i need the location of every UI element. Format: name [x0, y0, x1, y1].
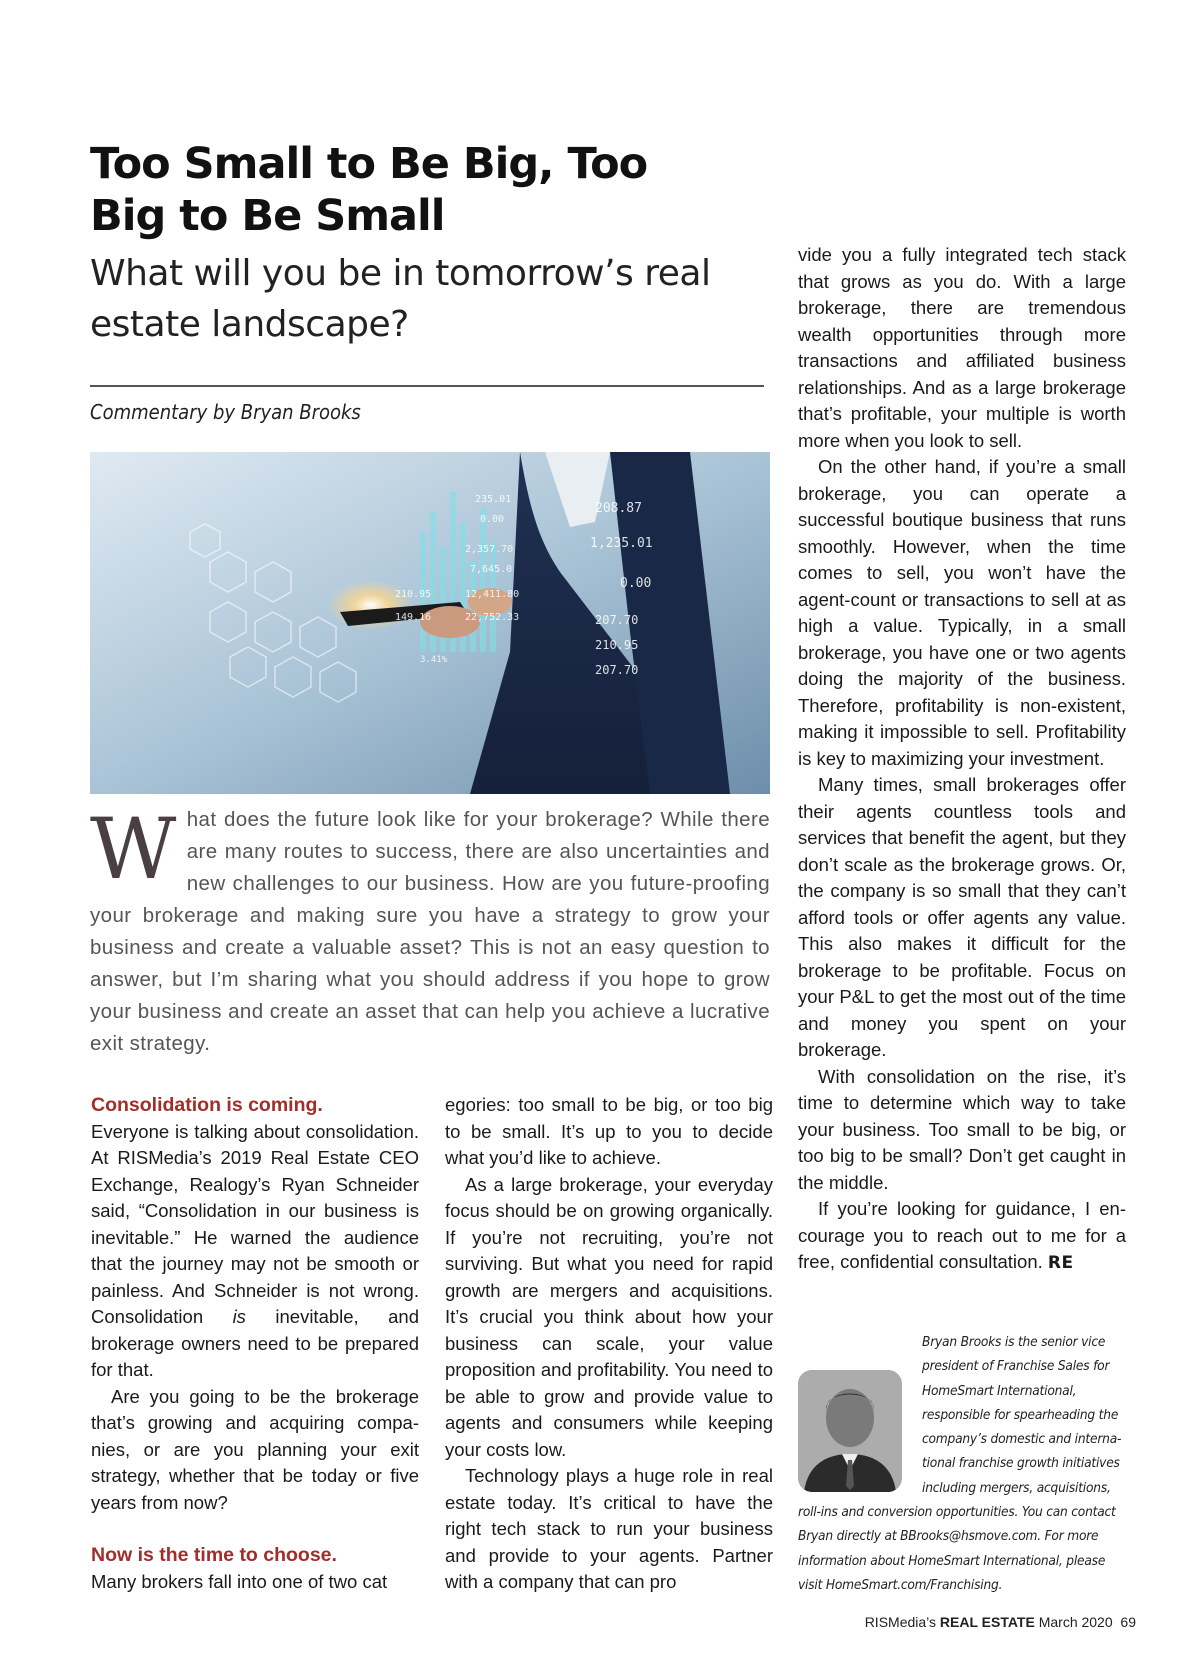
intro-text: hat does the future look like for your brokerage? While there are many routes to success, there are also uncertainties and new challenges to our business. How are you future-proofing your brokerage and making sure you have a strategy to grow your business and create a valuable asset? This is not an easy question to answer, but I’m sharing what you should address if you hope to grow your business and create an asset that can help you achieve a lucrative exit strategy.	[90, 808, 770, 1055]
hero-number: 1,235.01	[590, 536, 653, 551]
hero-number: 0.00	[480, 514, 505, 525]
hero-number: 207.70	[595, 663, 639, 677]
body-paragraph: Technology plays a huge role in real estate today. It’s critical to have the right tech stack to run your business and provide to your agents. Partner with a company that can pro	[445, 1465, 773, 1592]
hero-number: 149.16	[395, 612, 432, 623]
hero-number: 3.41%	[420, 655, 448, 665]
subhead-choose: Now is the time to choose.	[91, 1544, 337, 1566]
body-paragraph: On the other hand, if you’re a small brokerage, you can operate a successful boutique business that runs smoothly. However, when the time comes to sell, you won’t have the agent-count or transactions to sell at as high a value. Typically, in a small brokerage, you have one or two agents doing the majority of the business. Therefore, profitability is non-existent, making it impossible to sell. Profitability is key to maximizing your investment.	[798, 456, 1126, 769]
hero-number: 210.95	[595, 638, 639, 652]
issue-date: March 2020	[1038, 1614, 1113, 1630]
hero-image	[90, 452, 770, 794]
column-1	[91, 1092, 419, 1595]
body-paragraph: Many times, small brokerages offer their agents countless tools and services that benefit the agent, but they don’t scale as the brokerage grows. Or, the company is so small that they can’t afford tools or offer agents any value. This also makes it difficult for the brokerage to be profitable. Focus on your P&L to get the most out of the time and money you spent on your brokerage.	[798, 774, 1126, 1060]
author-bio	[798, 1330, 1128, 1597]
subhead-consolidation: Consolidation is coming.	[91, 1094, 323, 1116]
body-paragraph	[91, 1119, 419, 1384]
title-divider	[90, 385, 764, 387]
article-title: Too Small to Be Big, Too Big to Be Small	[90, 139, 648, 241]
hero-number: 210.95	[395, 589, 432, 600]
column-3	[798, 242, 1126, 1277]
drop-cap: W	[90, 800, 177, 898]
page-number: 69	[1120, 1614, 1136, 1630]
body-paragraph: vide you a fully integrated tech stack that grows as you do. With a large brokerage, there are tremendous wealth opportunities through more transactions and affiliated business relationships. And as a large brokerage that’s profitable, your multiple is worth more when you look to sell.	[798, 244, 1126, 451]
column-2	[445, 1092, 773, 1596]
publication-name: REAL ESTATE	[939, 1614, 1035, 1630]
body-paragraph: Many brokers fall into one of two cat	[91, 1570, 388, 1592]
hero-number: 7,645.0	[470, 564, 513, 575]
hero-number: 207.70	[595, 613, 639, 627]
hero-number: 235.01	[475, 494, 512, 505]
end-mark: RE	[1047, 1253, 1074, 1273]
hero-number: 0.00	[620, 576, 652, 591]
body-paragraph: As a large brokerage, your everyday focus should be on growing organically. If you’re not recruiting, you’re not surviving. But what you need for rapid growth are mergers and acquisitions. It’s crucial you think about how your business can scale, your value proposition and profitability. You need to be able to grow and provide value to agents and consumers while keeping your costs low.	[445, 1173, 773, 1460]
body-paragraph: With consolidation on the rise, it’s time to determine which way to take your business. Too small to be big, or too big to be small? Don’t get caught in the middle.	[798, 1065, 1126, 1193]
article-subtitle: What will you be in tomorrow’s real estate landscape?	[90, 253, 711, 345]
hero-number: 22,752.33	[465, 612, 520, 623]
intro-paragraph	[90, 800, 770, 1060]
hero-number: 208.87	[595, 501, 642, 516]
bio-text: Bryan Brooks is the senior vice president of Franchise Sales for HomeSmart International, responsible for spearheading the company’s domestic and international franchise growth initiatives including mergers, acquisitions, roll-ins and conversion opportunities. You can contact Bryan directly at BBrooks@hsmove.com. For more information about HomeSmart International, please visit HomeSmart.com/Franchising.	[798, 1334, 1122, 1593]
body-paragraph: Are you going to be the brokerage that’s growing and acquiring companies, or are you planning your exit strategy, whether that be today or five years from now?	[91, 1385, 419, 1513]
byline: Commentary by Bryan Brooks	[90, 400, 361, 424]
author-photo	[798, 1370, 902, 1492]
page-footer	[865, 1614, 1136, 1630]
body-text: If you’re looking for guidance, I encourage you to reach out to me for a free, confidential consultation.	[798, 1198, 1126, 1272]
publication-prefix: RISMedia’s	[864, 1614, 940, 1630]
body-paragraph: egories: too small to be big, or too big to be small. It’s up to you to decide what you’d like to achieve.	[445, 1094, 773, 1168]
body-paragraph	[798, 1196, 1126, 1277]
body-text: inevitable, and brokerage owners need to be prepared for that.	[91, 1306, 420, 1380]
hero-number: 12,411.80	[465, 589, 520, 600]
hero-number: 2,357.70	[465, 544, 514, 555]
body-text: Everyone is talking about consolidation. At RISMedia’s 2019 Real Estate CEO Exchange, Realogy’s Ryan Schneider said, “Consolidation in our business is inevitable.” He warned the audience that the journey may not be smooth or painless. And Schneider is not wrong. Consolidation	[91, 1120, 419, 1327]
spacer	[91, 1516, 419, 1542]
emphasis-text: is	[232, 1306, 246, 1327]
